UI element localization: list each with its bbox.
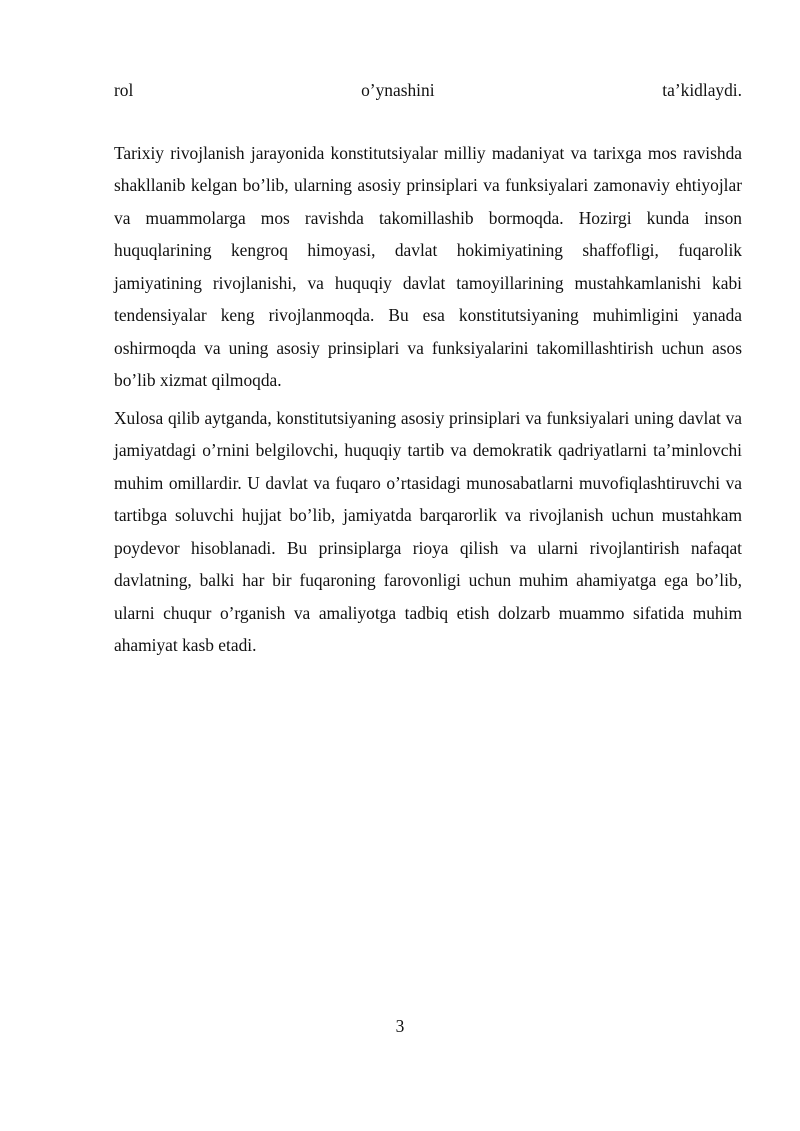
- paragraph-spacer: [114, 107, 742, 137]
- paragraph-development: Tarixiy rivojlanish jarayonida konstitutsiyalar milliy madaniyat va tarixga mos ravishda shakllanib kelgan bo’lib, ularning asosiy prinsiplari va funksiyalari zamonaviy ehtiyojlar va muammolarga mos ravishda takomillashib bormoqda. Hozirgi kunda inson huquqlarining kengroq himoyasi, davlat hokimiyatining shaffofligi, fuqarolik jamiyatining rivojlanishi, va huquqiy davlat tamoyillarining mustahkamlanishi kabi tendensiyalar keng rivojlanmoqda. Bu esa konstitutsiyaning muhimligini yanada oshirmoqda va uning asosiy prinsiplari va funksiyalarini takomillashtirish uchun asos bo’lib xizmat qilmoqda.: [114, 142, 742, 390]
- body-text: [114, 74, 742, 662]
- page-number: 3: [395, 1016, 405, 1036]
- continuation-line: rol o’ynashini ta’kidlaydi.: [114, 80, 742, 100]
- paragraph-conclusion: Xulosa qilib aytganda, konstitutsiyaning asosiy prinsiplari va funksiyalari uning davlat va jamiyatdagi o’rnini belgilovchi, huquqiy tartib va demokratik qadriyatlarni ta’minlovchi muhim omillardir. U davlat va fuqaro o’rtasidagi munosabatlarni muvofiqlashtiruvchi va tartibga soluvchi hujjat bo’lib, jamiyatda barqarorlik va rivojlanish uchun mustahkam poydevor hisoblanadi. Bu prinsiplarga rioya qilish va ularni rivojlantirish nafaqat davlatning, balki har bir fuqaroning farovonligi uchun muhim ahamiyatga ega bo’lib, ularni chuqur o’rganish va amaliyotga tadbiq etish dolzarb muammo sifatida muhim ahamiyat kasb etadi.: [114, 407, 742, 655]
